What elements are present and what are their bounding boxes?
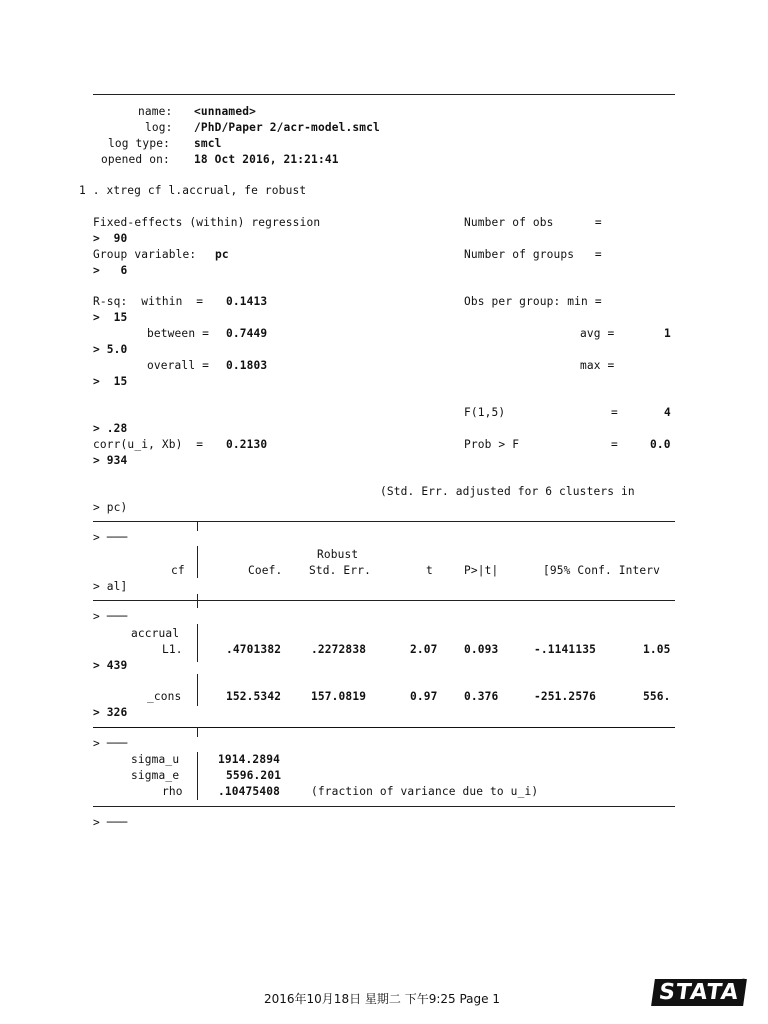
name-value: <unnamed> [194,105,256,118]
page-footer: 2016年10月18日 星期二 下午9:25 Page 1 [264,992,500,1006]
table-bottom-rule [93,806,675,807]
stata-logo: STATA [651,979,747,1006]
col-header-cf: cf [171,564,185,577]
sigma-e-label: sigma_e [131,769,180,782]
table-divider [197,546,198,578]
row-cons-t: 0.97 [410,690,438,703]
row-l1-wrap: > 439 [93,659,128,672]
table-wrap-dash: > ─── [93,816,128,829]
std-err-note: (Std. Err. adjusted for 6 clusters in [380,485,635,498]
obs-avg-label: avg = [580,327,615,340]
table-top-rule [93,521,675,522]
obs-min-wrap: > 15 [93,311,128,324]
row-l1-p: 0.093 [464,643,499,656]
table-header-rule [93,600,675,601]
name-label: name: [138,105,173,118]
num-obs-wrap: > 90 [93,232,128,245]
col-header-t: t [426,564,433,577]
col-header-coef: Coef. [248,564,283,577]
row-cons-p: 0.376 [464,690,499,703]
col-header-std-err: Std. Err. [309,564,371,577]
row-cons-coef: 152.5342 [226,690,282,703]
table-divider [197,674,198,706]
row-l1-coef: .4701382 [226,643,282,656]
row-l1-t: 2.07 [410,643,438,656]
sigma-e-value: 5596.201 [226,769,282,782]
col-header-ci: [95% Conf. Interv [543,564,661,577]
std-err-note-wrap: > pc) [93,501,128,514]
row-cons-se: 157.0819 [311,690,367,703]
row-l1-name: L1. [162,643,183,656]
obs-max-wrap: > 15 [93,375,128,388]
log-type-label: log type: [108,137,170,150]
num-groups-label: Number of groups = [464,248,602,261]
group-variable-value: pc [215,248,229,261]
opened-on-value: 18 Oct 2016, 21:21:41 [194,153,339,166]
table-divider [197,624,198,662]
fixed-effects-title: Fixed-effects (within) regression [93,216,321,229]
sigma-u-value: 1914.2894 [218,753,280,766]
f-stat-value: 4 [664,406,671,419]
row-l1-ci-low: -.1141135 [534,643,596,656]
f-stat-wrap: > .28 [93,422,128,435]
row-cons-ci-high: 556. [643,690,671,703]
robust-header: Robust [317,548,359,561]
top-rule [93,94,675,95]
rsq-within-value: 0.1413 [226,295,268,308]
row-l1-ci-high: 1.05 [643,643,671,656]
log-label: log: [145,121,173,134]
corr-value: 0.2130 [226,438,268,451]
log-value: /PhD/Paper 2/acr-model.smcl [194,121,380,134]
row-cons-wrap: > 326 [93,706,128,719]
row-cons-ci-low: -251.2576 [534,690,596,703]
row-cons-name: _cons [147,690,182,703]
row-group-accrual: accrual [131,627,180,640]
table-wrap-dash: > ─── [93,737,128,750]
obs-per-group-label: Obs per group: min = [464,295,602,308]
row-l1-se: .2272838 [311,643,367,656]
rho-note: (fraction of variance due to u_i) [311,785,539,798]
command-line: 1 . xtreg cf l.accrual, fe robust [79,184,307,197]
num-obs-label: Number of obs = [464,216,602,229]
table-middle-rule [93,727,675,728]
prob-f-wrap: > 934 [93,454,128,467]
rsq-overall-label: overall = [147,359,209,372]
col-header-wrap: > al] [93,580,128,593]
rho-value: .10475408 [218,785,280,798]
obs-avg-wrap: > 5.0 [93,343,128,356]
table-wrap-dash: > ─── [93,610,128,623]
rho-label: rho [162,785,183,798]
table-wrap-dash: > ─── [93,531,128,544]
registered-mark: ® [740,978,747,986]
prob-f-eq: = [611,438,618,451]
table-divider [197,521,198,531]
group-variable-label: Group variable: [93,248,197,261]
prob-f-label: Prob > F [464,438,520,451]
rsq-between-label: between = [147,327,209,340]
obs-avg-value: 1 [664,327,671,340]
obs-max-label: max = [580,359,615,372]
col-header-p: P>|t| [464,564,499,577]
table-divider [197,752,198,800]
table-divider [197,594,198,608]
sigma-u-label: sigma_u [131,753,180,766]
rsq-overall-value: 0.1803 [226,359,268,372]
opened-on-label: opened on: [101,153,170,166]
f-stat-eq: = [611,406,618,419]
table-divider [197,727,198,737]
f-stat-label: F(1,5) [464,406,506,419]
log-type-value: smcl [194,137,222,150]
prob-f-value: 0.0 [650,438,671,451]
rsq-within-label: R-sq: within = [93,295,204,308]
num-groups-wrap: > 6 [93,264,128,277]
rsq-between-value: 0.7449 [226,327,268,340]
corr-label: corr(u_i, Xb) = [93,438,204,451]
